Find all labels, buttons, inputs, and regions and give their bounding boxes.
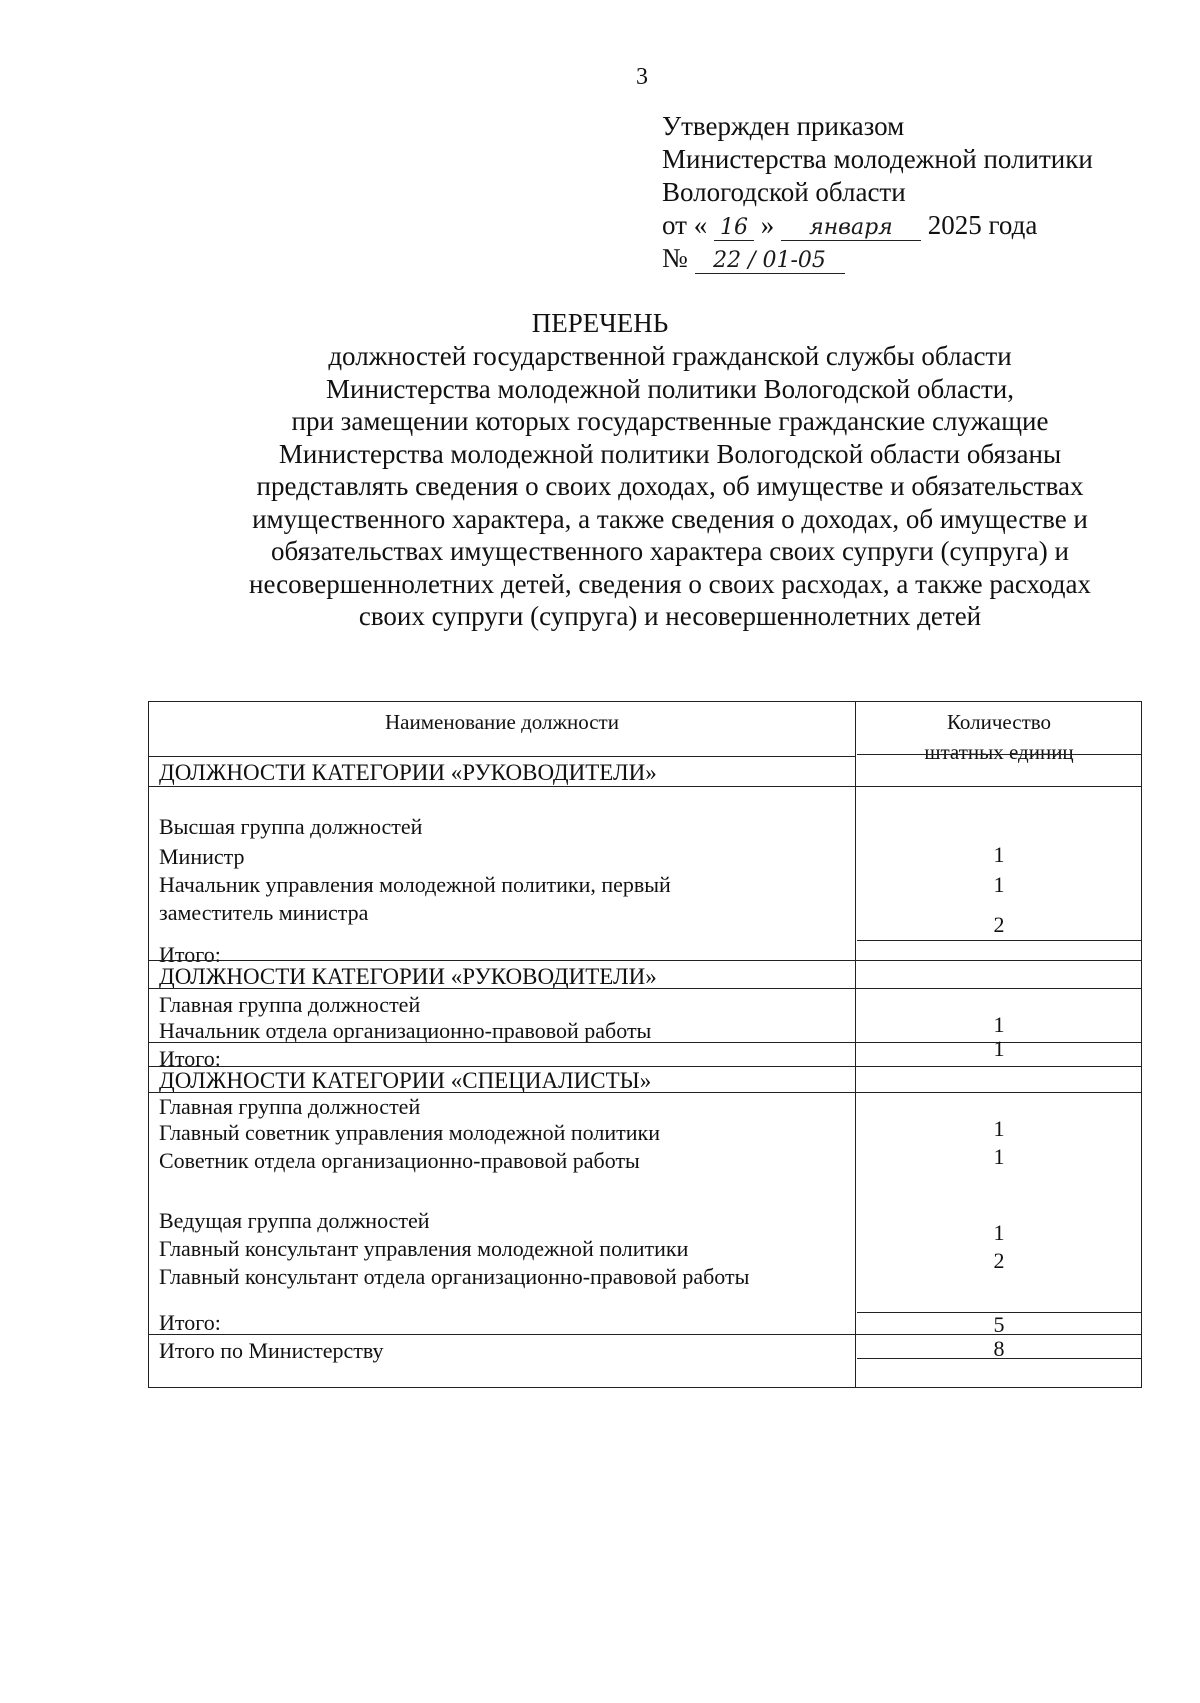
row-divider [149,960,1141,961]
position-name: Главный консультант управления молодежной политики [159,1236,689,1261]
document-subtitle [200,340,1140,633]
group-heading: Высшая группа должностей [159,814,423,839]
position-count: 1 [993,1116,1005,1141]
subtitle-line: Министерства молодежной политики Вологодской области обязаны [278,438,1062,469]
position-count: 1 [993,1220,1005,1245]
row-divider [149,1092,1141,1093]
date-month: января [781,216,921,241]
approval-line-1: Утвержден приказом [662,111,905,141]
total-label: Итого: [159,1046,221,1071]
position-name: Начальник отдела организационно-правовой работы [159,1018,652,1043]
subtitle-line: своих супруги (супруга) и несовершеннолетних детей [358,601,982,631]
position-count: 1 [993,872,1005,897]
group-heading: Главная группа должностей [159,992,421,1017]
date-day: 16 [714,216,754,241]
category-heading: ДОЛЖНОСТИ КАТЕГОРИИ «РУКОВОДИТЕЛИ» [159,760,657,785]
grand-total-label: Итого по Министерству [159,1338,384,1363]
header-position-name: Наименование должности [385,710,619,734]
position-name: Главный консультант отдела организационно-правовой работы [159,1264,750,1289]
total-value: 5 [993,1312,1005,1337]
subtitle-line: Министерства молодежной политики Вологодской области, [326,373,1014,404]
position-name: Министр [159,844,245,869]
approval-line-3: Вологодской области [662,177,906,207]
group-heading: Ведущая группа должностей [159,1208,430,1233]
subtitle-line: представлять сведения о своих доходах, об имуществе и обязательствах [256,471,1084,501]
row-divider [149,1334,1141,1335]
subtitle-line: должностей государственной гражданской службы области [328,341,1012,371]
page-number: 3 [636,64,648,90]
position-name: Главный советник управления молодежной политики [159,1120,660,1145]
total-value: 1 [993,1036,1005,1061]
total-value: 2 [993,912,1005,937]
number-prefix: № [662,243,688,273]
positions-table [148,701,1142,1388]
position-count: 2 [993,1248,1005,1273]
row-divider [857,1358,1141,1359]
group-heading: Главная группа должностей [159,1094,421,1119]
row-divider [149,988,1141,989]
header-count-line1: Количество [946,710,1052,734]
position-name: Начальник управления молодежной политики, первый [159,872,671,897]
row-divider [149,756,855,757]
category-heading: ДОЛЖНОСТИ КАТЕГОРИИ «РУКОВОДИТЕЛИ» [159,964,657,989]
date-year: 2025 года [927,210,1038,240]
category-heading: ДОЛЖНОСТИ КАТЕГОРИИ «СПЕЦИАЛИСТЫ» [159,1068,652,1093]
position-count: 1 [993,1144,1005,1169]
position-name-continued: заместитель министра [159,900,369,925]
total-label: Итого: [159,942,221,967]
date-mid: » [760,210,775,240]
number-value: 22 / 01-05 [695,249,845,274]
subtitle-line: обязательствах имущественного характера своих супруги (супруга) и [271,536,1069,566]
row-divider [149,1066,1141,1067]
approval-date [662,209,1093,242]
subtitle-line: несовершеннолетних детей, сведения о своих расходах, а также расходах [249,568,1091,599]
approval-number [662,242,1093,275]
approval-line-2: Министерства молодежной политики [662,144,1093,174]
row-divider [857,754,1141,755]
subtitle-line: при замещении которых государственные гражданские служащие [291,406,1049,436]
position-count: 1 [993,1012,1005,1037]
document-title: ПЕРЕЧЕНЬ [531,308,669,338]
row-divider [149,786,1141,787]
column-divider [855,702,856,1387]
subtitle-line: имущественного характера, а также сведения о доходах, об имуществе и [252,503,1088,534]
approval-block [662,110,1093,275]
grand-total-value: 8 [993,1336,1005,1361]
total-label: Итого: [159,1310,221,1335]
position-name: Советник отдела организационно-правовой работы [159,1148,640,1173]
row-divider [857,940,1141,941]
header-count-line2: штатных единиц [924,740,1074,764]
date-prefix: от « [662,210,708,240]
position-count: 1 [993,842,1005,867]
